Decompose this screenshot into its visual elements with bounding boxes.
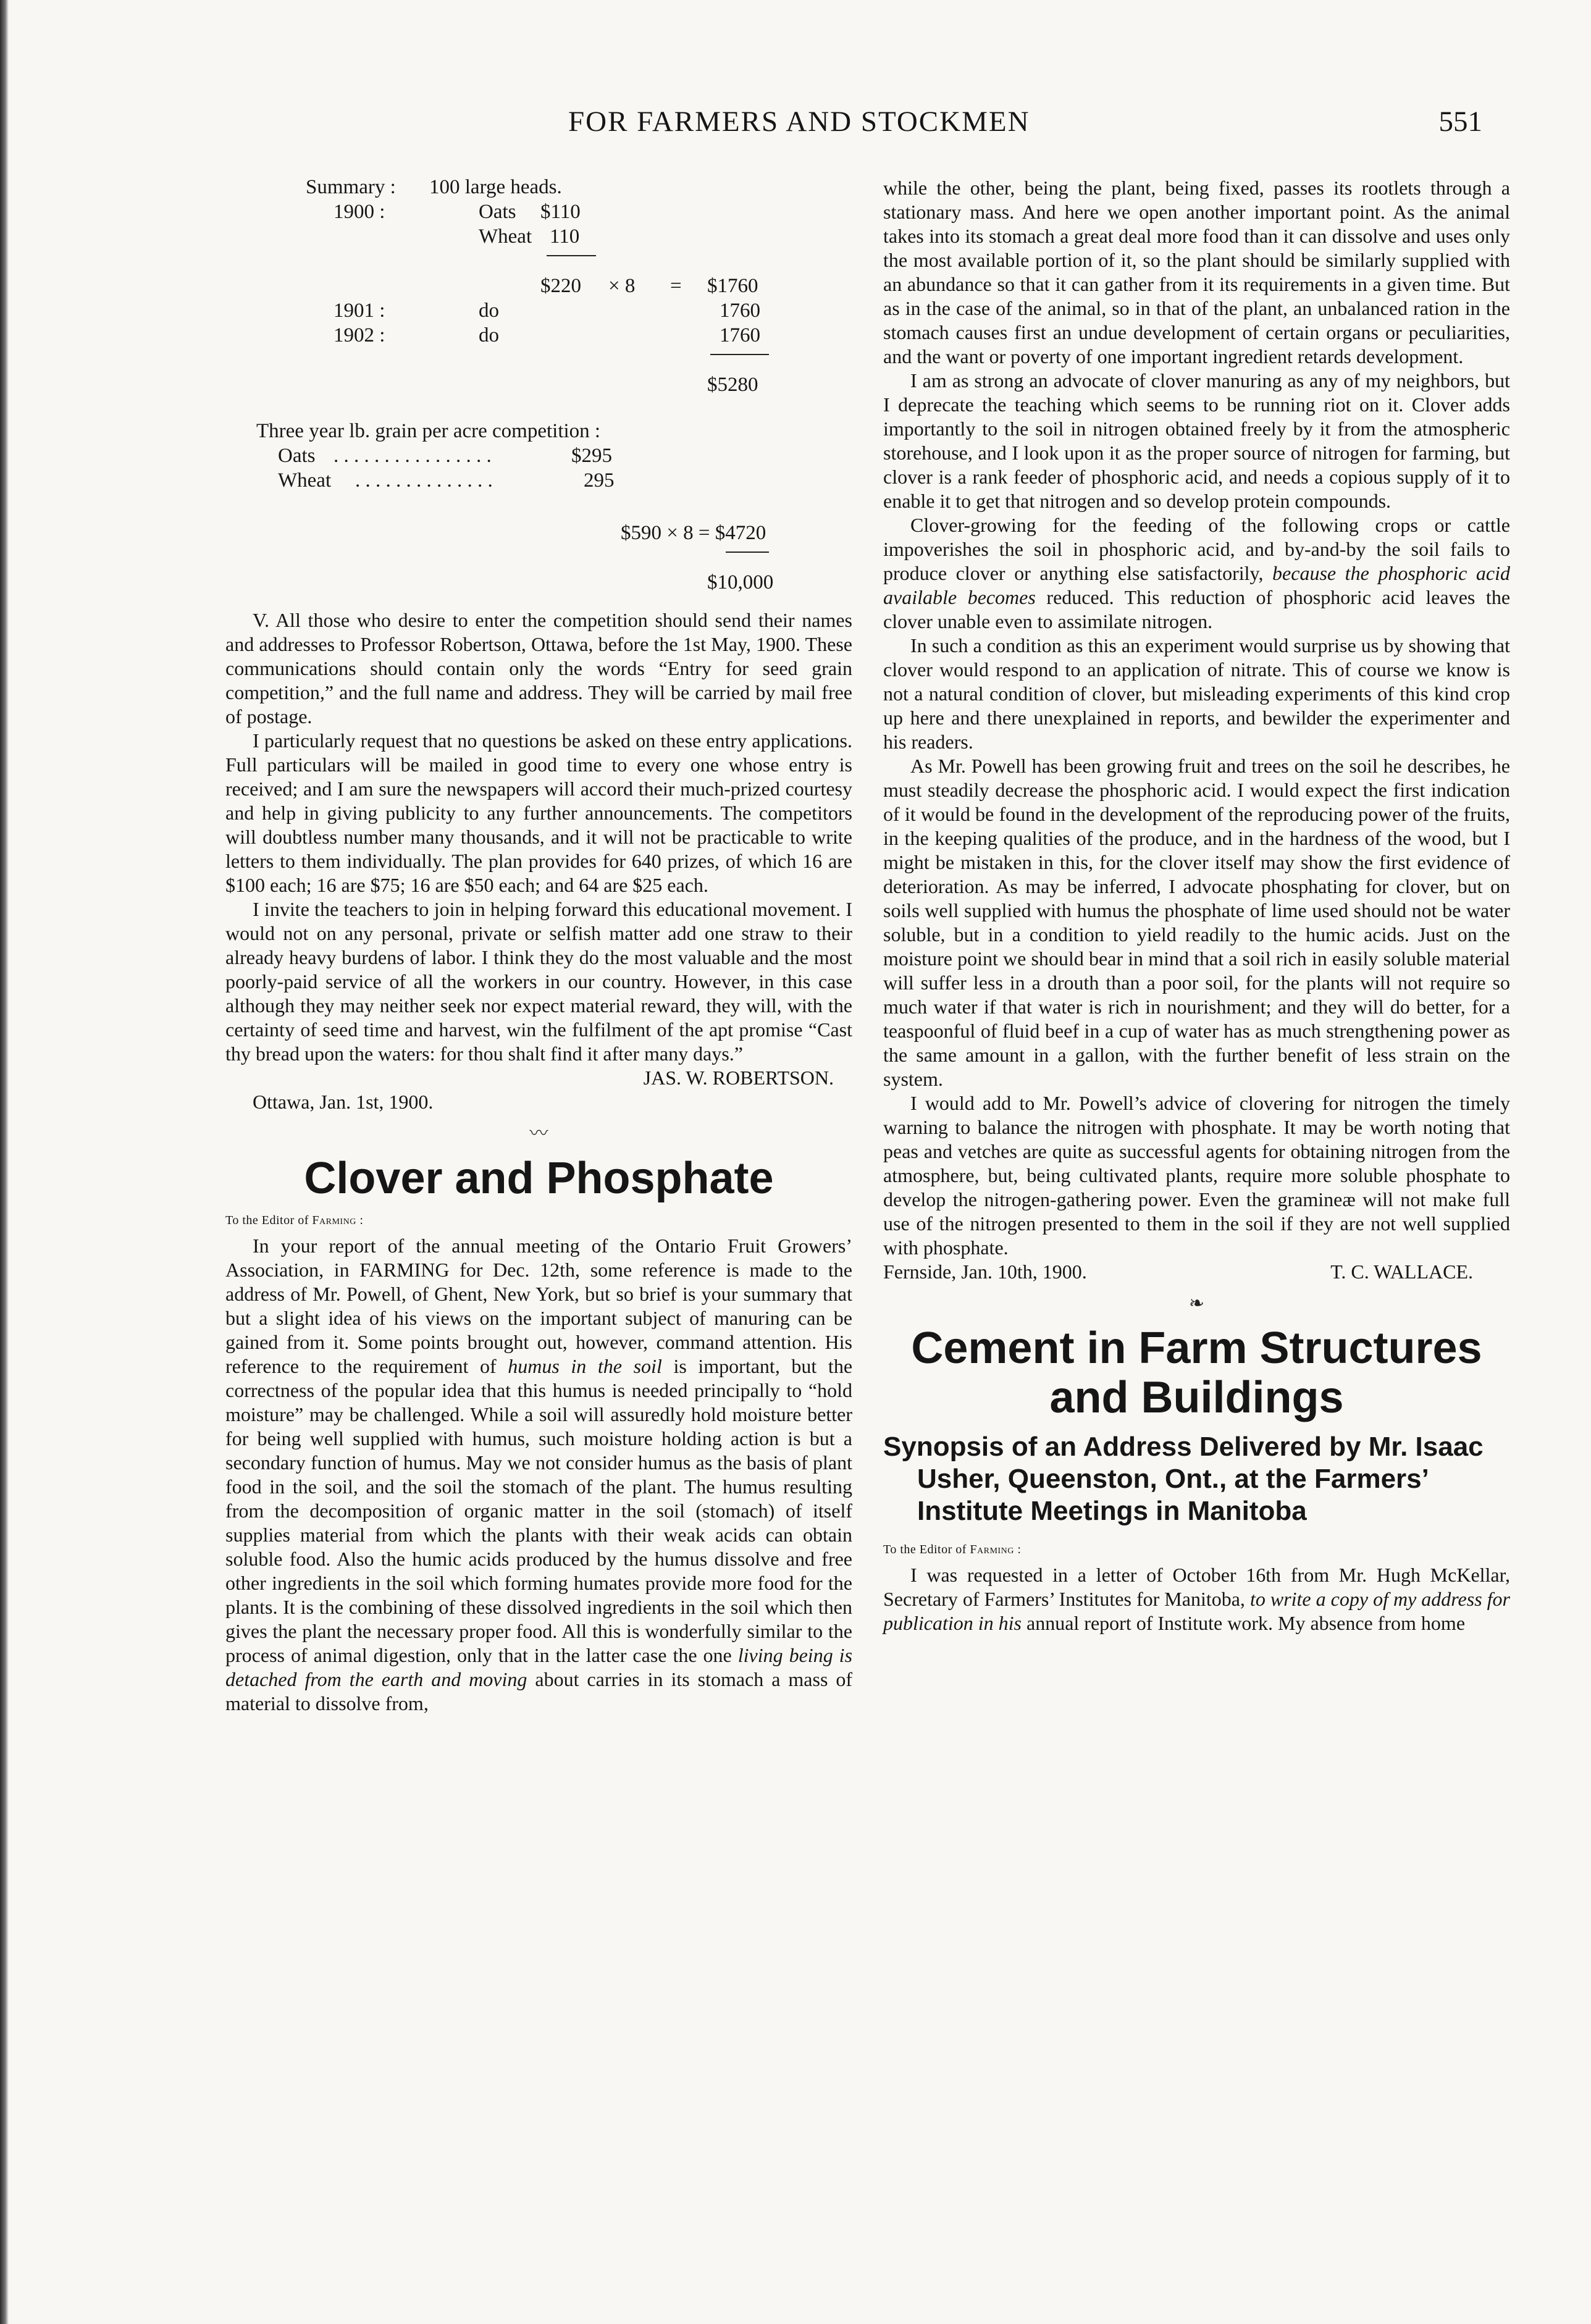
summary-total-1902: 1760 <box>720 324 760 346</box>
paragraph-invite-teachers: I invite the teachers to join in helping forward this educational movement. I would not on any personal, private or selfish matter add one straw to their already heavy burdens of labor. I think they do the most valuable and the most poorly-paid service of all the workers in our country. However, in this case although they may neither seek nor expect material reward, they will, with the certainty of seed time and harvest, win the fulfilment of the apt promise “Cast thy bread upon the waters: for thou shalt find it after many days.” <box>225 898 852 1065</box>
summary-rule-3 <box>726 552 769 553</box>
article-subtitle-cement: Synopsis of an Address Delivered by Mr. Isaac Usher, Queenston, Ont., at the Farmers’ Institute Meetings in Manitoba <box>883 1432 1484 1526</box>
editor-note-2: To the Editor of Farming : <box>883 1543 1022 1556</box>
page-binding-edge <box>0 0 9 2324</box>
three-year-wheat-label: Wheat <box>278 469 332 492</box>
paragraph-clover-growing: Clover-growing for the feeding of the following crops or cattle impoverishes the soil in phosphoric acid, and by-and-by the soil fails to produce clover or anything else satisfactorily, because the phosphoric acid available becomes reduced. This reduction of phosphoric acid leaves the clover unable even to assimilate nitrogen. <box>883 514 1511 632</box>
paragraph-entry-rules: V. All those who desire to enter the competition should send their names and addresses to Professor Robertson, Ottawa, before the 1st May, 1900. These communications should contain only the words “Entry for seed grain competition,” and the full name and address. They will be carried by mail free of postage. <box>225 609 852 728</box>
left-column <box>225 176 852 1716</box>
summary-ditto-1901: do <box>479 300 499 322</box>
summary-oats-label: Oats <box>479 201 516 223</box>
grand-total: $10,000 <box>707 571 774 594</box>
summary-total-1900: $1760 <box>707 275 758 297</box>
page-number: 551 <box>1438 106 1482 138</box>
paragraph-add: I would add to Mr. Powell’s advice of clovering for nitrogen the timely warning to balance the nitrogen with phosphate. It may be worth noting that peas and vetches are quite as successful agents for obtaining nitrogen from the atmosphere, but, being cultivated plants, require more soluble phosphate to develop the nitrogen-gathering power. Even the gramineæ will not make full use of the nitrogen presented to them in the soil if they are not well supplied with phosphate. <box>883 1092 1510 1259</box>
article-title-cement: Cement in Farm Structures and Buildings <box>911 1324 1482 1422</box>
dateline-ottawa: Ottawa, Jan. 1st, 1900. <box>253 1091 434 1113</box>
paragraph-powell: As Mr. Powell has been growing fruit and trees on the soil he describes, he must steadily decrease the phosphoric acid. I would expect the first indication of it would be found in the development of the reproducing power of the fruits, in the keeping qualities of the produce, and in the hardness of the wood, but I might be mistaken in this, for the clover itself may show the first evidence of deterioration. As may be inferred, I advocate phosphating for clover, but on soils well supplied with humus the phosphate of lime used should not be water soluble, but in a condition to yield readily to the humic acids. Just on the moisture point we should bear in mind that a soil rich in easily soluble material will suffer less in a drouth than a poor soil, for the plants will not require so much water if that water is rich in nourishment; and they will do better, for a teaspoonful of fluid beef in a cup of water has as much strengthening power as the same amount in a gallon, with the further benefit of less strain on the system. <box>883 755 1510 1090</box>
summary-ditto-1902: do <box>479 324 499 346</box>
paragraph-request: I particularly request that no questions be asked on these entry applications. Full particulars will be mailed in good time to every one whose entry is received; and I am sure the newspapers will accord their much-prized courtesy and help in giving publicity to any further announcements. The competitors will doubtless number many thousands, and it will not be practicable to write letters to them individually. The plan provides for 640 prizes, of which 16 are $100 each; 16 are $75; 16 are $50 each; and 64 are $25 each. <box>225 729 852 896</box>
ornament-divider-2: ❧ <box>1188 1293 1205 1314</box>
running-title: FOR FARMERS AND STOCKMEN <box>568 106 1030 138</box>
summary-total-1901: 1760 <box>720 300 760 322</box>
summary-multiplier: × 8 <box>608 275 636 297</box>
leader-dots-wheat: . . . . . . . . . . . . . . <box>355 469 493 492</box>
paragraph-condition: In such a condition as this an experiment would surprise us by showing that clover would respond to an application of nitrate. This of course we know is not a natural condition of clover, but misleading experiments of this kind crop up here and there unexplained in reports, and bewilder the experimenter and his readers. <box>883 634 1510 753</box>
summary-rule-1 <box>547 255 596 256</box>
summary-year-1901: 1901 : <box>334 300 385 322</box>
summary-heads-total: $5280 <box>707 374 758 396</box>
summary-rule-2 <box>710 354 769 355</box>
ornament-divider: 〰 <box>529 1123 548 1144</box>
signature-wallace: T. C. WALLACE. <box>1330 1261 1473 1283</box>
three-year-heading: Three year lb. grain per acre competition : <box>256 420 601 442</box>
signature-robertson: JAS. W. ROBERTSON. <box>643 1067 834 1089</box>
three-year-wheat-value: 295 <box>584 469 615 492</box>
paragraph-cement-1: I was requested in a letter of October 16th from Mr. Hugh McKellar, Secretary of Farmers’ Institutes for Manitoba, to write a copy of my address for publication in his annual report of Institute work. My absence from home <box>883 1564 1511 1634</box>
three-year-oats-label: Oats <box>278 445 316 467</box>
summary-subtotal: $220 <box>540 275 581 297</box>
summary-table <box>225 176 852 608</box>
summary-wheat-label: Wheat <box>479 225 532 248</box>
summary-year-1902: 1902 : <box>334 324 385 346</box>
summary-year-1900: 1900 : <box>334 201 385 223</box>
dateline-fernside: Fernside, Jan. 10th, 1900. <box>883 1261 1087 1283</box>
summary-label: Summary : <box>306 176 396 198</box>
summary-eq: = <box>670 275 682 297</box>
summary-oats-value: $110 <box>540 201 581 223</box>
summary-wheat-value: 110 <box>550 225 580 248</box>
editor-note: To the Editor of Farming : <box>225 1214 364 1227</box>
grain-calculation: $590 × 8 = $4720 <box>621 522 766 544</box>
paragraph-advocate: I am as strong an advocate of clover manuring as any of my neighbors, but I deprecate the teaching which seems to be running riot on it. Clover adds importantly to the soil in nitrogen obtained freely by it from the atmospheric storehouse, and I look upon it as the proper source of nitrogen for farming, but clover is a rank feeder of phosphoric acid, and needs a copious supply of it to enable it to get that nitrogen and so develop protein compounds. <box>883 369 1510 512</box>
paragraph-clover-1: In your report of the annual meeting of the Ontario Fruit Growers’ Association, in FARMING for Dec. 12th, some reference is made to the address of Mr. Powell, of Ghent, New York, but so brief is your summary that but a slight idea of his views on the important subject of manuring can be gained from it. Some points brought out, however, command attention. His reference to the requirement of humus in the soil is important, but the correctness of the popular idea that this humus is needed principally to “hold moisture” may be challenged. While a soil will assuredly hold moisture better for being well supplied with humus, such moisture holding action is but a secondary function of humus. May we not consider humus as the basis of plant food in the soil, and the soil the stomach of the plant. The humus resulting from the decomposition of organic matter in the soil (stomach) of itself supplies material from which the plants with their weak acids can obtain soluble food. Also the humic acids produced by the humus dissolve and free other ingredients in the soil which forming humates provide more food for the plants. It is the combining of these dissolved ingredients in the soil which then gives the plant the necessary proper food. All this is wonderfully similar to the process of animal digestion, only that in the latter case the one living being is detached from the earth and moving about carries in its stomach a mass of material to dissolve from, <box>225 1235 853 1714</box>
article-title-clover: Clover and Phosphate <box>304 1154 774 1203</box>
running-head <box>222 105 1482 154</box>
leader-dots-oats: . . . . . . . . . . . . . . . . <box>334 445 492 467</box>
summary-heads: 100 large heads. <box>429 176 562 198</box>
signature-row-wallace <box>883 1260 1510 1284</box>
right-column <box>883 176 1510 1635</box>
signature-row <box>225 1066 852 1090</box>
paragraph-continuation: while the other, being the plant, being fixed, passes its rootlets through a stationary mass. And here we open another important point. As the animal takes into its stomach a great deal more food than it can dissolve and uses only the most available portion of it, so the plant should be similarly supplied with an abundance so that it can gather from it its requirements in a given time. But as in the case of the animal, so in that of the plant, an unbalanced ration in the stomach causes first an undue development of certain organs or peculiarities, and the want or poverty of one important ingredient retards development. <box>883 177 1510 367</box>
three-year-oats-value: $295 <box>571 445 612 467</box>
